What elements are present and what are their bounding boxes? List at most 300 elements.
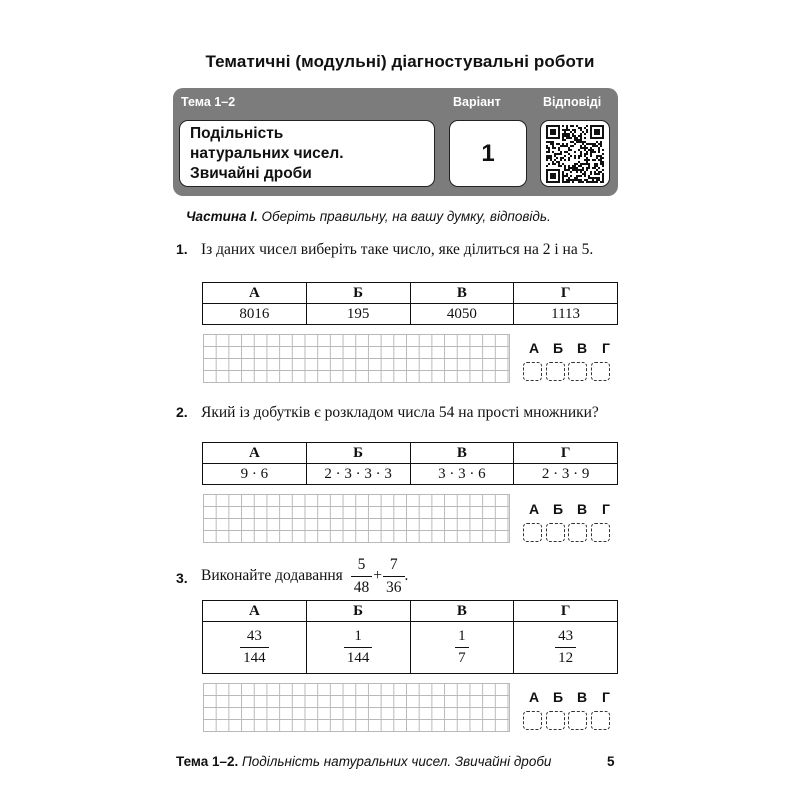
qr-module bbox=[558, 177, 560, 179]
qr-module bbox=[576, 125, 578, 127]
qr-module bbox=[554, 129, 556, 131]
answer-box-v[interactable] bbox=[568, 362, 587, 381]
qr-module bbox=[592, 179, 594, 181]
qr-module bbox=[596, 177, 598, 179]
qr-module bbox=[564, 133, 566, 135]
qr-module bbox=[562, 175, 564, 177]
qr-module bbox=[572, 145, 574, 147]
qr-module bbox=[554, 133, 556, 135]
qr-module bbox=[552, 133, 554, 135]
qr-module bbox=[550, 159, 552, 161]
option-letter: А bbox=[203, 601, 307, 622]
answer-letter: Б bbox=[552, 501, 564, 517]
numerator: 1 bbox=[354, 628, 362, 644]
qr-module bbox=[546, 157, 548, 159]
qr-module bbox=[548, 155, 550, 157]
qr-module bbox=[576, 137, 578, 139]
qr-module bbox=[570, 175, 572, 177]
qr-module bbox=[598, 147, 600, 149]
question-1-text: Із даних чисел виберіть таке число, яке ділиться на 2 і на 5. bbox=[201, 241, 594, 258]
qr-module bbox=[600, 157, 602, 159]
qr-module bbox=[582, 143, 584, 145]
qr-module bbox=[594, 159, 596, 161]
qr-module bbox=[582, 169, 584, 171]
qr-code-icon[interactable] bbox=[540, 120, 610, 187]
qr-module bbox=[546, 173, 548, 175]
qr-module bbox=[558, 179, 560, 181]
qr-module bbox=[584, 137, 586, 139]
qr-module bbox=[566, 125, 568, 127]
qr-module bbox=[548, 169, 550, 171]
qr-module bbox=[562, 177, 564, 179]
topic-title-box bbox=[179, 120, 435, 187]
qr-module bbox=[602, 165, 604, 167]
qr-module bbox=[596, 179, 598, 181]
qr-module bbox=[592, 137, 594, 139]
qr-module bbox=[594, 129, 596, 131]
qr-module bbox=[596, 155, 598, 157]
answer-letter: В bbox=[576, 501, 588, 517]
qr-module bbox=[576, 175, 578, 177]
qr-module bbox=[594, 143, 596, 145]
qr-module bbox=[554, 131, 556, 133]
option-value: 2 · 3 · 3 · 3 bbox=[306, 464, 410, 485]
qr-module bbox=[592, 181, 594, 183]
qr-module bbox=[598, 159, 600, 161]
answer-box-g[interactable] bbox=[591, 362, 610, 381]
option-value bbox=[203, 622, 307, 674]
qr-module bbox=[564, 135, 566, 137]
qr-module bbox=[576, 171, 578, 173]
qr-module bbox=[590, 135, 592, 137]
qr-module bbox=[568, 177, 570, 179]
qr-module bbox=[602, 181, 604, 183]
numerator: 5 bbox=[357, 556, 366, 573]
answer-box-a[interactable] bbox=[523, 362, 542, 381]
option-letter: А bbox=[203, 443, 307, 464]
qr-module bbox=[554, 125, 556, 127]
answer-box-b[interactable] bbox=[546, 362, 565, 381]
qr-module bbox=[546, 151, 548, 153]
question-2-workspace-grid[interactable] bbox=[203, 494, 510, 543]
answer-box-g[interactable] bbox=[591, 523, 610, 542]
qr-module bbox=[556, 157, 558, 159]
running-footer bbox=[176, 754, 551, 769]
qr-module bbox=[546, 179, 548, 181]
qr-module bbox=[600, 125, 602, 127]
variant-label: Варіант bbox=[453, 95, 501, 109]
qr-module bbox=[596, 129, 598, 131]
qr-module bbox=[602, 149, 604, 151]
qr-module bbox=[580, 179, 582, 181]
answer-letter: А bbox=[528, 689, 540, 705]
qr-module bbox=[558, 133, 560, 135]
qr-module bbox=[552, 161, 554, 163]
page-title: Тематичні (модульні) діагностувальні роботи bbox=[205, 52, 595, 71]
qr-module bbox=[562, 125, 564, 127]
qr-module bbox=[568, 165, 570, 167]
qr-module bbox=[592, 143, 594, 145]
qr-module bbox=[552, 129, 554, 131]
answer-letter: В bbox=[576, 689, 588, 705]
qr-module bbox=[562, 173, 564, 175]
qr-module bbox=[562, 139, 564, 141]
qr-module bbox=[598, 179, 600, 181]
qr-module bbox=[596, 157, 598, 159]
qr-module bbox=[580, 145, 582, 147]
qr-module bbox=[600, 159, 602, 161]
qr-module bbox=[572, 179, 574, 181]
qr-module bbox=[590, 137, 592, 139]
qr-module bbox=[600, 171, 602, 173]
qr-module bbox=[584, 175, 586, 177]
topic-banner bbox=[173, 88, 618, 196]
qr-module bbox=[582, 181, 584, 183]
qr-module bbox=[598, 131, 600, 133]
qr-module bbox=[558, 147, 560, 149]
qr-module bbox=[554, 163, 556, 165]
qr-module bbox=[588, 167, 590, 169]
question-3-workspace-grid[interactable] bbox=[203, 683, 510, 732]
qr-module bbox=[602, 161, 604, 163]
qr-module bbox=[596, 125, 598, 127]
option-letter: Б bbox=[306, 601, 410, 622]
qr-module bbox=[590, 151, 592, 153]
qr-module bbox=[574, 177, 576, 179]
answer-letter: А bbox=[528, 501, 540, 517]
answer-letter: А bbox=[528, 340, 540, 356]
qr-module bbox=[566, 133, 568, 135]
qr-module bbox=[554, 169, 556, 171]
qr-module bbox=[590, 131, 592, 133]
part-label: Частина І. bbox=[186, 209, 258, 224]
qr-module bbox=[566, 151, 568, 153]
qr-module bbox=[558, 137, 560, 139]
qr-module bbox=[552, 145, 554, 147]
qr-module bbox=[580, 127, 582, 129]
qr-module bbox=[580, 169, 582, 171]
qr-module bbox=[558, 171, 560, 173]
qr-module bbox=[562, 157, 564, 159]
qr-module bbox=[570, 171, 572, 173]
option-value: 9 · 6 bbox=[203, 464, 307, 485]
option-value: 3 · 3 · 6 bbox=[410, 464, 514, 485]
answers-label: Відповіді bbox=[543, 95, 602, 109]
qr-module bbox=[546, 131, 548, 133]
fraction bbox=[351, 557, 373, 595]
qr-module bbox=[580, 151, 582, 153]
qr-module bbox=[552, 173, 554, 175]
answer-box-b[interactable] bbox=[546, 523, 565, 542]
qr-module bbox=[574, 167, 576, 169]
qr-module bbox=[560, 159, 562, 161]
qr-module bbox=[602, 175, 604, 177]
qr-module bbox=[596, 165, 598, 167]
qr-module bbox=[576, 177, 578, 179]
qr-module bbox=[576, 167, 578, 169]
qr-module bbox=[590, 181, 592, 183]
qr-module bbox=[558, 169, 560, 171]
qr-module bbox=[580, 129, 582, 131]
qr-module bbox=[598, 155, 600, 157]
qr-module bbox=[550, 125, 552, 127]
qr-module bbox=[592, 125, 594, 127]
question-3-text: Виконайте додавання bbox=[201, 567, 343, 584]
qr-module bbox=[588, 143, 590, 145]
qr-module bbox=[548, 149, 550, 151]
qr-module bbox=[580, 147, 582, 149]
question-1-answer-boxes bbox=[523, 362, 613, 381]
qr-module bbox=[578, 161, 580, 163]
qr-module bbox=[588, 165, 590, 167]
option-value: 4050 bbox=[410, 304, 514, 325]
qr-module bbox=[562, 181, 564, 183]
qr-module bbox=[550, 133, 552, 135]
qr-module bbox=[578, 165, 580, 167]
period: . bbox=[404, 567, 409, 584]
qr-module bbox=[592, 151, 594, 153]
denominator: 144 bbox=[344, 647, 373, 666]
qr-module bbox=[550, 157, 552, 159]
qr-module bbox=[576, 169, 578, 171]
qr-module bbox=[556, 181, 558, 183]
qr-module bbox=[556, 169, 558, 171]
qr-module bbox=[552, 181, 554, 183]
qr-module bbox=[548, 137, 550, 139]
qr-module bbox=[546, 145, 548, 147]
answer-box-a[interactable] bbox=[523, 711, 542, 730]
qr-module bbox=[584, 127, 586, 129]
qr-module bbox=[572, 133, 574, 135]
qr-module bbox=[550, 143, 552, 145]
option-letter: Г bbox=[514, 283, 618, 304]
qr-module bbox=[586, 129, 588, 131]
qr-module bbox=[568, 129, 570, 131]
qr-module bbox=[596, 163, 598, 165]
qr-module bbox=[562, 171, 564, 173]
qr-module bbox=[552, 175, 554, 177]
numerator: 43 bbox=[246, 628, 262, 644]
qr-module bbox=[570, 179, 572, 181]
qr-module bbox=[584, 141, 586, 143]
qr-module bbox=[584, 153, 586, 155]
qr-module bbox=[590, 177, 592, 179]
qr-module bbox=[586, 161, 588, 163]
qr-module bbox=[568, 153, 570, 155]
footer-topic: Тема 1–2. bbox=[176, 754, 239, 769]
qr-module bbox=[560, 145, 562, 147]
qr-module bbox=[596, 141, 598, 143]
qr-module bbox=[564, 129, 566, 131]
qr-module bbox=[568, 169, 570, 171]
option-value bbox=[306, 622, 410, 674]
qr-module bbox=[548, 181, 550, 183]
qr-module bbox=[600, 163, 602, 165]
qr-module bbox=[580, 135, 582, 137]
question-1-number: 1. bbox=[176, 241, 188, 257]
qr-module bbox=[594, 171, 596, 173]
question-1-workspace-grid[interactable] bbox=[203, 334, 510, 383]
qr-module bbox=[552, 125, 554, 127]
qr-module bbox=[586, 167, 588, 169]
qr-module bbox=[564, 139, 566, 141]
qr-module bbox=[584, 155, 586, 157]
qr-module bbox=[574, 137, 576, 139]
qr-module bbox=[566, 173, 568, 175]
qr-module bbox=[576, 163, 578, 165]
qr-module bbox=[568, 167, 570, 169]
qr-module bbox=[574, 151, 576, 153]
answer-box-v[interactable] bbox=[568, 711, 587, 730]
qr-module bbox=[546, 125, 548, 127]
qr-module bbox=[568, 179, 570, 181]
qr-module bbox=[598, 129, 600, 131]
qr-module bbox=[564, 155, 566, 157]
question-3-answer-boxes bbox=[523, 711, 613, 730]
qr-module bbox=[560, 151, 562, 153]
qr-module bbox=[562, 135, 564, 137]
answer-letter: Г bbox=[602, 501, 610, 517]
qr-module bbox=[578, 169, 580, 171]
qr-module bbox=[598, 133, 600, 135]
topic-line-3: Звичайні дроби bbox=[190, 165, 312, 182]
qr-module bbox=[558, 131, 560, 133]
part-instruction-text: Оберіть правильну, на вашу думку, відповідь. bbox=[261, 209, 551, 224]
qr-module bbox=[564, 181, 566, 183]
option-letter: В bbox=[410, 283, 514, 304]
qr-module bbox=[574, 131, 576, 133]
qr-module bbox=[562, 179, 564, 181]
qr-module bbox=[548, 157, 550, 159]
qr-module bbox=[572, 135, 574, 137]
qr-module bbox=[580, 155, 582, 157]
answer-box-v[interactable] bbox=[568, 523, 587, 542]
qr-module bbox=[550, 181, 552, 183]
question-3-options bbox=[202, 600, 618, 674]
qr-module bbox=[600, 161, 602, 163]
answer-box-b[interactable] bbox=[546, 711, 565, 730]
qr-module bbox=[548, 141, 550, 143]
qr-module bbox=[570, 149, 572, 151]
qr-module bbox=[584, 179, 586, 181]
answer-box-g[interactable] bbox=[591, 711, 610, 730]
qr-module bbox=[554, 159, 556, 161]
qr-module bbox=[578, 175, 580, 177]
qr-module bbox=[558, 161, 560, 163]
qr-module bbox=[574, 129, 576, 131]
qr-module bbox=[546, 181, 548, 183]
qr-module bbox=[558, 143, 560, 145]
qr-module bbox=[602, 157, 604, 159]
question-2-options bbox=[202, 442, 618, 485]
qr-module bbox=[570, 155, 572, 157]
qr-module bbox=[552, 163, 554, 165]
qr-module bbox=[580, 175, 582, 177]
qr-module bbox=[574, 155, 576, 157]
qr-module bbox=[584, 173, 586, 175]
fraction bbox=[383, 557, 405, 595]
qr-module bbox=[566, 169, 568, 171]
qr-module bbox=[602, 127, 604, 129]
qr-module bbox=[602, 133, 604, 135]
qr-module bbox=[558, 175, 560, 177]
qr-module bbox=[556, 137, 558, 139]
qr-module bbox=[594, 177, 596, 179]
denominator: 12 bbox=[555, 647, 576, 666]
qr-module bbox=[592, 177, 594, 179]
qr-module bbox=[590, 125, 592, 127]
question-2-text: Який із добутків є розкладом числа 54 на прості множники? bbox=[201, 404, 599, 421]
qr-module bbox=[570, 137, 572, 139]
qr-module bbox=[550, 175, 552, 177]
qr-module bbox=[578, 135, 580, 137]
qr-module bbox=[588, 163, 590, 165]
qr-module bbox=[578, 179, 580, 181]
qr-module bbox=[580, 141, 582, 143]
option-letter: В bbox=[410, 443, 514, 464]
qr-module bbox=[582, 173, 584, 175]
qr-module bbox=[600, 137, 602, 139]
qr-module bbox=[572, 141, 574, 143]
qr-module bbox=[558, 129, 560, 131]
qr-module bbox=[570, 131, 572, 133]
qr-module bbox=[568, 135, 570, 137]
qr-module bbox=[574, 179, 576, 181]
qr-module bbox=[586, 125, 588, 127]
qr-module bbox=[598, 173, 600, 175]
qr-module bbox=[558, 127, 560, 129]
qr-module bbox=[594, 181, 596, 183]
qr-module bbox=[560, 157, 562, 159]
qr-module bbox=[578, 157, 580, 159]
qr-module bbox=[586, 179, 588, 181]
option-letter: В bbox=[410, 601, 514, 622]
answer-letter: Б bbox=[552, 340, 564, 356]
qr-module bbox=[554, 147, 556, 149]
qr-module bbox=[568, 133, 570, 135]
qr-module bbox=[572, 167, 574, 169]
qr-module bbox=[580, 181, 582, 183]
qr-module bbox=[600, 141, 602, 143]
qr-module bbox=[596, 137, 598, 139]
answer-box-a[interactable] bbox=[523, 523, 542, 542]
qr-module bbox=[564, 131, 566, 133]
qr-module bbox=[564, 165, 566, 167]
qr-module bbox=[590, 153, 592, 155]
option-value bbox=[410, 622, 514, 674]
qr-module bbox=[598, 151, 600, 153]
qr-module bbox=[564, 145, 566, 147]
qr-module bbox=[594, 125, 596, 127]
qr-module bbox=[582, 147, 584, 149]
qr-module bbox=[550, 137, 552, 139]
qr-module bbox=[592, 145, 594, 147]
qr-module bbox=[568, 157, 570, 159]
qr-module bbox=[564, 159, 566, 161]
qr-module bbox=[558, 165, 560, 167]
question-2-answer-boxes bbox=[523, 523, 613, 542]
qr-module bbox=[548, 147, 550, 149]
qr-module bbox=[590, 155, 592, 157]
qr-module bbox=[594, 165, 596, 167]
qr-module bbox=[576, 139, 578, 141]
qr-module bbox=[566, 175, 568, 177]
qr-module bbox=[560, 165, 562, 167]
qr-module bbox=[548, 125, 550, 127]
qr-module bbox=[600, 145, 602, 147]
option-letter: Г bbox=[514, 443, 618, 464]
qr-module bbox=[582, 131, 584, 133]
